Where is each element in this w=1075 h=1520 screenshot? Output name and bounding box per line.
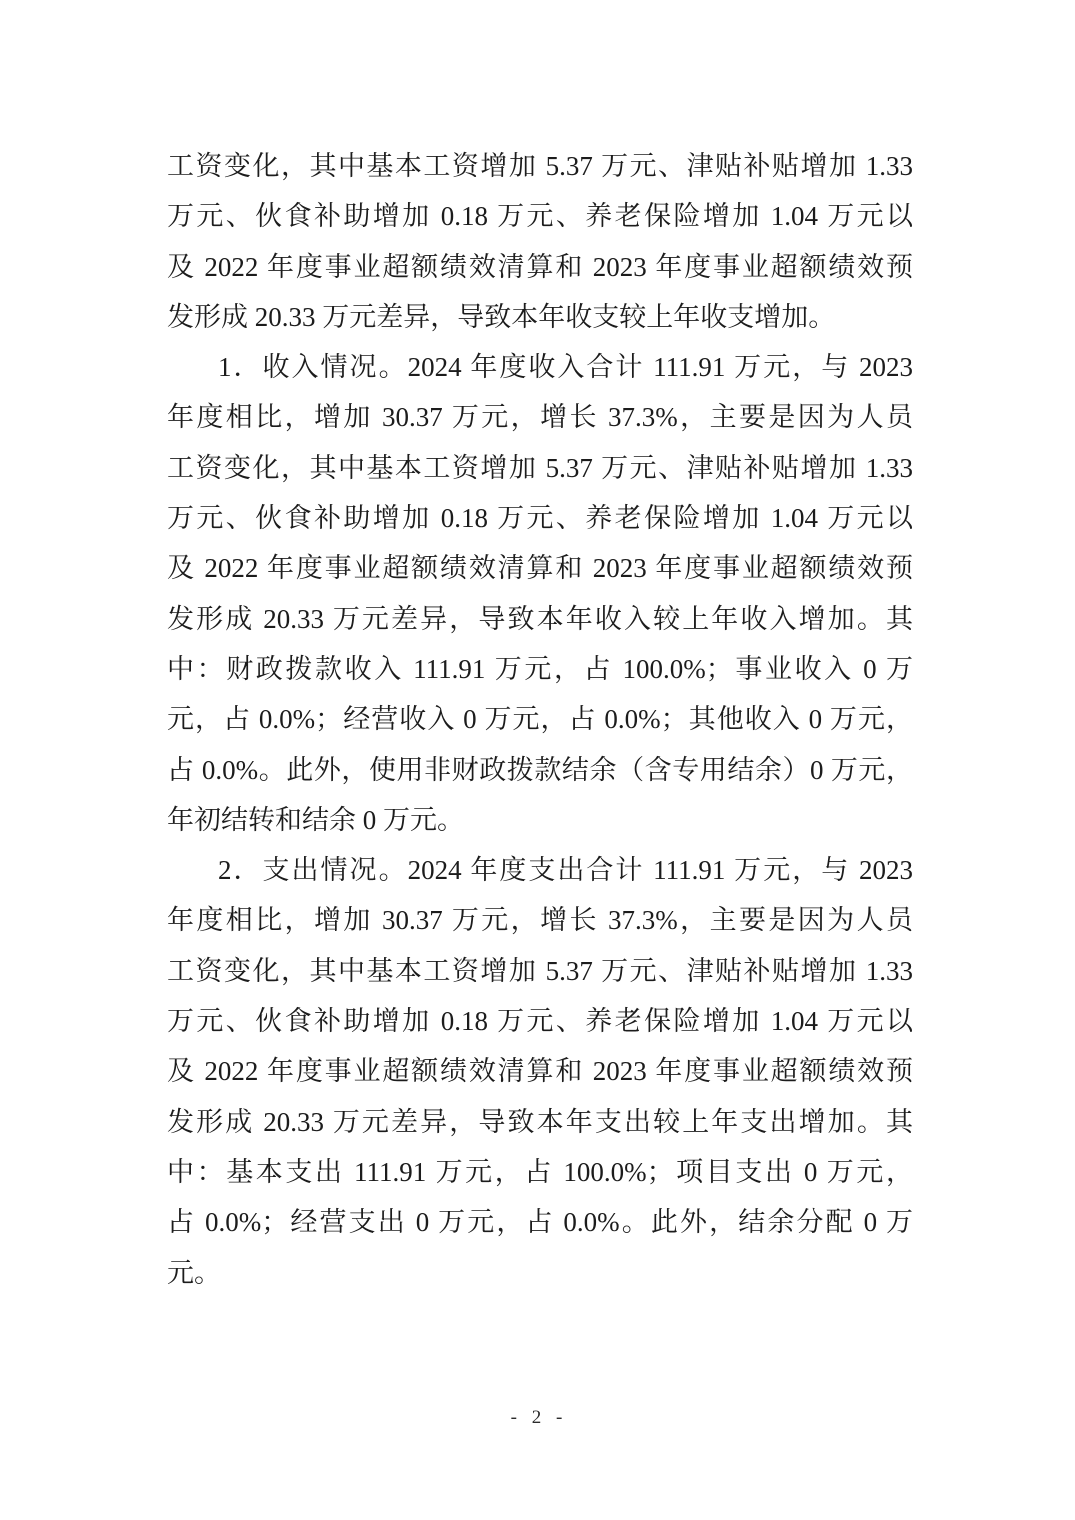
text-line: 元，占 0.0%；经营收入 0 万元，占 0.0%；其他收入 0 万元，	[167, 704, 913, 735]
text-line: 中：财政拨款收入 111.91 万元，占 100.0%；事业收入 0 万	[167, 653, 913, 684]
text-line: 发形成 20.33 万元差异，导致本年收入较上年收入增加。其	[167, 603, 913, 634]
text-line: 工资变化，其中基本工资增加 5.37 万元、津贴补贴增加 1.33	[167, 151, 913, 181]
text-line: 发形成 20.33 万元差异，导致本年支出较上年支出增加。其	[167, 1106, 913, 1137]
text-line: 及 2022 年度事业超额绩效清算和 2023 年度事业超额绩效预	[167, 251, 913, 282]
text-line: 1．收入情况。2024 年度收入合计 111.91 万元，与 2023	[218, 352, 913, 383]
text-line: 元。	[167, 1257, 221, 1288]
text-line: 占 0.0%；经营支出 0 万元，占 0.0%。此外，结余分配 0 万	[167, 1207, 913, 1238]
document-body	[167, 141, 913, 1298]
text-line: 万元、伙食补助增加 0.18 万元、养老保险增加 1.04 万元以	[167, 201, 913, 232]
text-line: 及 2022 年度事业超额绩效清算和 2023 年度事业超额绩效预	[167, 553, 913, 584]
text-line: 发形成 20.33 万元差异，导致本年收支较上年收支增加。	[167, 301, 836, 332]
text-line: 万元、伙食补助增加 0.18 万元、养老保险增加 1.04 万元以	[167, 1006, 913, 1037]
text-line: 占 0.0%。此外，使用非财政拨款结余（含专用结余）0 万元，	[167, 754, 913, 785]
text-line: 年度相比，增加 30.37 万元，增长 37.3%，主要是因为人员	[167, 402, 913, 433]
page-number: - 2 -	[510, 1407, 565, 1428]
text-line: 中：基本支出 111.91 万元，占 100.0%；项目支出 0 万元，	[167, 1156, 913, 1187]
text-line: 年度相比，增加 30.37 万元，增长 37.3%，主要是因为人员	[167, 905, 913, 936]
text-line: 工资变化，其中基本工资增加 5.37 万元、津贴补贴增加 1.33	[167, 955, 913, 986]
text-line: 工资变化，其中基本工资增加 5.37 万元、津贴补贴增加 1.33	[167, 452, 913, 483]
text-line: 2．支出情况。2024 年度支出合计 111.91 万元，与 2023	[218, 855, 913, 886]
text-line: 年初结转和结余 0 万元。	[167, 804, 464, 835]
text-line: 万元、伙食补助增加 0.18 万元、养老保险增加 1.04 万元以	[167, 503, 913, 534]
text-line: 及 2022 年度事业超额绩效清算和 2023 年度事业超额绩效预	[167, 1056, 913, 1087]
